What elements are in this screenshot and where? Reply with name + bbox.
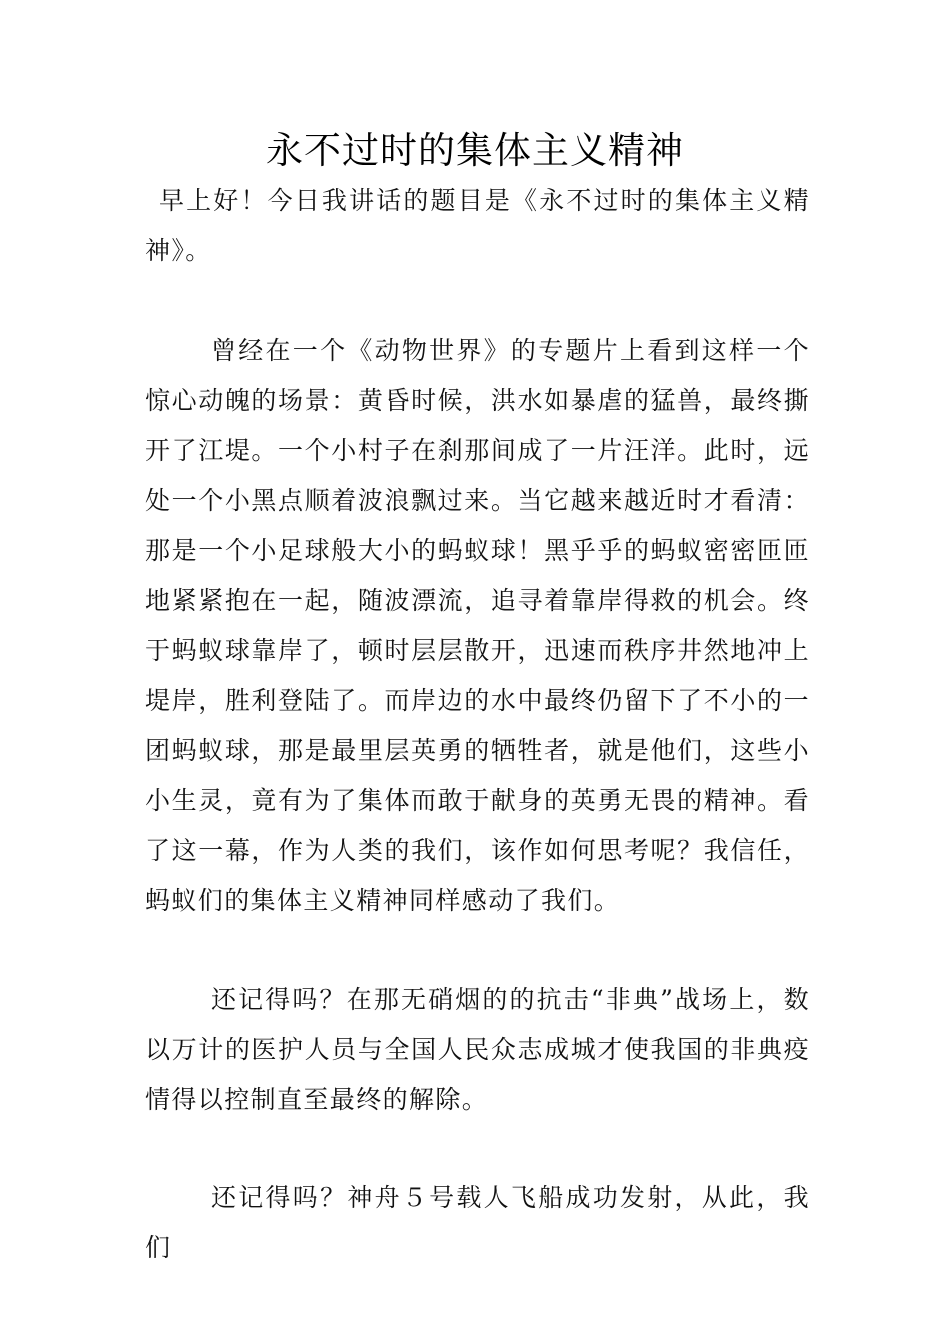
shenzhou-paragraph: 还记得吗？神舟５号载人飞船成功发射，从此，我们 xyxy=(145,1183,810,1262)
ant-story-paragraph: 曾经在一个《动物世界》的专题片上看到这样一个惊心动魄的场景：黄昏时候，洪水如暴虐的猛兽，最终撕开了江堤。一个小村子在刹那间成了一片汪洋。此时，远处一个小黑点顺着波浪飘过来。当它越来越近时才看清：那是一个小足球般大小的蚂蚁球！黑乎乎的蚂蚁密密匝匝地紧紧抱在一起，随波漂流，追寻着靠岸得救的机会。终于蚂蚁球靠岸了，顿时层层散开，迅速而秩序井然地冲上堤岸，胜利登陆了。而岸边的水中最终仍留下了不小的一团蚂蚁球，那是最里层英勇的牺牲者，就是他们，这些小小生灵，竟有为了集体而敢于献身的英勇无畏的精神。看了这一幕，作为人类的我们，该作如何思考呢？我信任，蚂蚁们的集体主义精神同样感动了我们。 xyxy=(145,336,810,915)
document-title: 永不过时的集体主义精神 xyxy=(266,129,684,172)
greeting-paragraph: 早上好！今日我讲话的题目是《永不过时的集体主义精神》。 xyxy=(145,186,810,265)
sars-paragraph: 还记得吗？在那无硝烟的的抗击“非典”战场上，数以万计的医护人员与全国人民众志成城才使我国的非典疫情得以控制直至最终的解除。 xyxy=(145,985,810,1114)
